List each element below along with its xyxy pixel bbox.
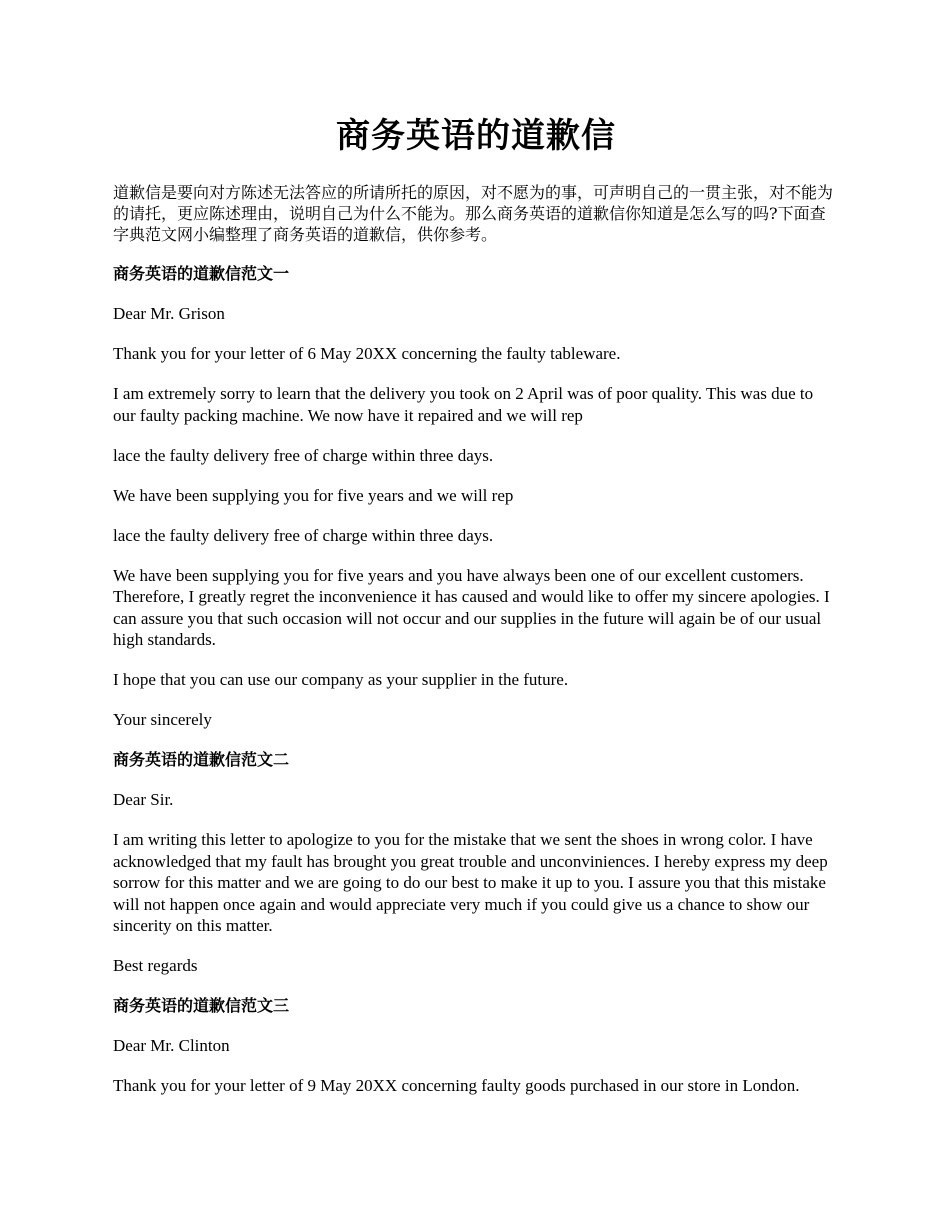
body-paragraph: Thank you for your letter of 9 May 20XX concerning faulty goods purchased in our store in London. bbox=[113, 1076, 800, 1095]
section-heading: 商务英语的道歉信范文一 bbox=[113, 264, 290, 283]
closing: Best regards bbox=[113, 956, 198, 975]
section-1 bbox=[113, 263, 839, 731]
body-paragraph: We have been supplying you for five years and we will rep bbox=[113, 485, 514, 505]
section-3 bbox=[113, 995, 839, 1097]
section-2 bbox=[113, 749, 839, 977]
body-paragraph: Thank you for your letter of 6 May 20XX concerning the faulty tableware. bbox=[113, 344, 621, 363]
salutation: Dear Mr. Clinton bbox=[113, 1036, 230, 1055]
body-paragraph: I am extremely sorry to learn that the delivery you took on 2 April was of poor quality. This was due to our faulty packing machine. We now have it repaired and we will rep bbox=[113, 384, 814, 425]
section-heading: 商务英语的道歉信范文二 bbox=[113, 750, 290, 769]
section-heading: 商务英语的道歉信范文三 bbox=[113, 996, 290, 1015]
body-paragraph: We have been supplying you for five years and you have always been one of our excellent customers. Therefore, I greatly regret the inconvenience it has caused and would like to offer my sincere apologies. I can assure you that such occasion will not occur and our supplies in the future will again be of our usual high standards. bbox=[113, 565, 830, 649]
intro-paragraph: 道歉信是要向对方陈述无法答应的所请所托的原因，对不愿为的事，可声明自己的一贯主张，对不能为的请托，更应陈述理由，说明自己为什么不能为。那么商务英语的道歉信你知道是怎么写的吗?下面查字典范文网小编整理了商务英语的道歉信，供你参考。 bbox=[113, 183, 834, 244]
body-paragraph: lace the faulty delivery free of charge within three days. bbox=[113, 525, 494, 545]
body-paragraph: I am writing this letter to apologize to you for the mistake that we sent the shoes in wrong color. I have acknowledged that my fault has brought you great trouble and unconviniences. I hereby express my deep sorrow for this matter and we are going to do our best to make it up to you. I assure you that this mistake will not happen once again and would appreciate very much if you could give us a chance to show our sincerity on this matter. bbox=[113, 830, 828, 935]
salutation: Dear Mr. Grison bbox=[113, 304, 225, 323]
closing: Your sincerely bbox=[113, 710, 212, 729]
body-paragraph: lace the faulty delivery free of charge within three days. bbox=[113, 445, 494, 465]
salutation: Dear Sir. bbox=[113, 790, 174, 809]
document-page bbox=[113, 112, 839, 1115]
document-title: 商务英语的道歉信 bbox=[336, 116, 616, 156]
body-paragraph: I hope that you can use our company as your supplier in the future. bbox=[113, 670, 569, 689]
